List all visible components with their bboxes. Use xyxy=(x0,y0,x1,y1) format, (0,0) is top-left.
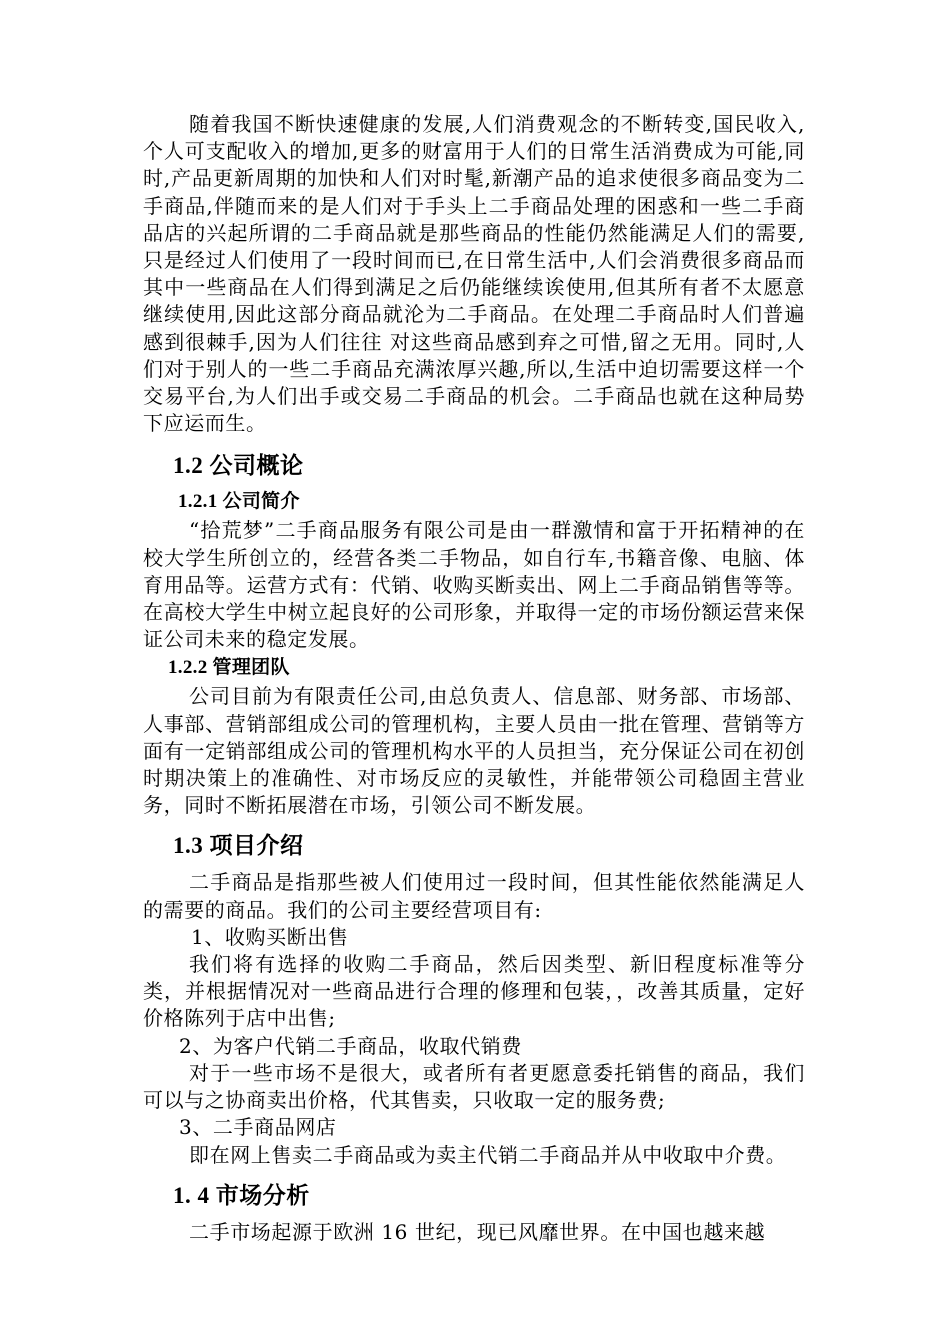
project-item-2-text: 对于一些市场不是很大，或者所有者更愿意委托销售的商品，我们可以与之协商卖出价格，代其售卖，只收取一定的服务费; xyxy=(143,1060,805,1113)
section-heading-1-4: 1. 4 市场分析 xyxy=(173,1182,310,1208)
subsection-heading-1-2-2: 1.2.2 管理团队 xyxy=(168,657,290,679)
project-item-3-title: 3、二手商品网店 xyxy=(179,1115,337,1140)
project-item-1-title: 1、收购买断出售 xyxy=(191,924,349,949)
project-item-3-text: 即在网上售卖二手商品或为卖主代销二手商品并从中收取中介费。 xyxy=(189,1142,787,1167)
intro-paragraph: 随着我国不断快速健康的发展,人们消费观念的不断转变,国民收入,个人可支配收入的增加,更多的财富用于人们的日常生活消费成为可能,同时,产品更新周期的加快和人们对时髦,新潮产品的追求使很多商品变为二手商品,伴随而来的是人们对于手头上二手商品处理的困惑和一些二手商品店的兴起所谓的二手商品就是那些商品的性能仍然能满足人们的需要,只是经过人们使用了一段时间而已,在日常生活中,人们会消费很多商品而其中一些商品在人们得到满足之后仍能继续诶使用,但其所有者不太愿意继续使用,因此这部分商品就沦为二手商品。在处理二手商品时人们普遍感到很棘手,因为人们往往 对这些商品感到弃之可惜,留之无用。同时,人们对于别人的一些二手商品充满浓厚兴趣,所以,生活中迫切需要这样一个交易平台,为人们出手或交易二手商品的机会。二手商品也就在这种局势下应运而生。 xyxy=(143,112,805,436)
document-body xyxy=(143,111,805,1246)
company-intro-paragraph: “拾荒梦”二手商品服务有限公司是由一群激情和富于开拓精神的在校大学生所创立的，经营各类二手物品，如自行车,书籍音像、电脑、体育用品等。运营方式有：代销、收购买断卖出、网上二手商品销售等等。在高校大学生中树立起良好的公司形象，并取得一定的市场份额运营来保证公司未来的稳定发展。 xyxy=(143,518,805,652)
project-item-1-text: 我们将有选择的收购二手商品，然后因类型、新旧程度标准等分类，并根据情况对一些商品进行合理的修理和包装，，改善其质量，定好价格陈列于店中出售; xyxy=(143,952,805,1031)
market-analysis-paragraph: 二手市场起源于欧洲 16 世纪，现已风靡世界。在中国也越来越 xyxy=(189,1219,766,1244)
section-heading-1-2: 1.2 公司概论 xyxy=(173,453,304,479)
project-intro-paragraph: 二手商品是指那些被人们使用过一段时间，但其性能依然能满足人的需要的商品。我们的公司主要经营项目有: xyxy=(143,870,805,922)
subsection-heading-1-2-1: 1.2.1 公司简介 xyxy=(178,491,300,513)
project-item-2-title: 2、为客户代销二手商品，收取代销费 xyxy=(179,1033,522,1058)
management-team-paragraph: 公司目前为有限责任公司,由总负责人、信息部、财务部、市场部、人事部、营销部组成公司的管理机构，主要人员由一批在管理、营销等方面有一定销部组成公司的管理机构水平的人员担当，充分保证公司在初创时期决策上的准确性、对市场反应的灵敏性，并能带领公司稳固主营业务，同时不断拓展潜在市场，引领公司不断发展。 xyxy=(143,684,805,818)
section-heading-1-3: 1.3 项目介绍 xyxy=(173,833,304,859)
